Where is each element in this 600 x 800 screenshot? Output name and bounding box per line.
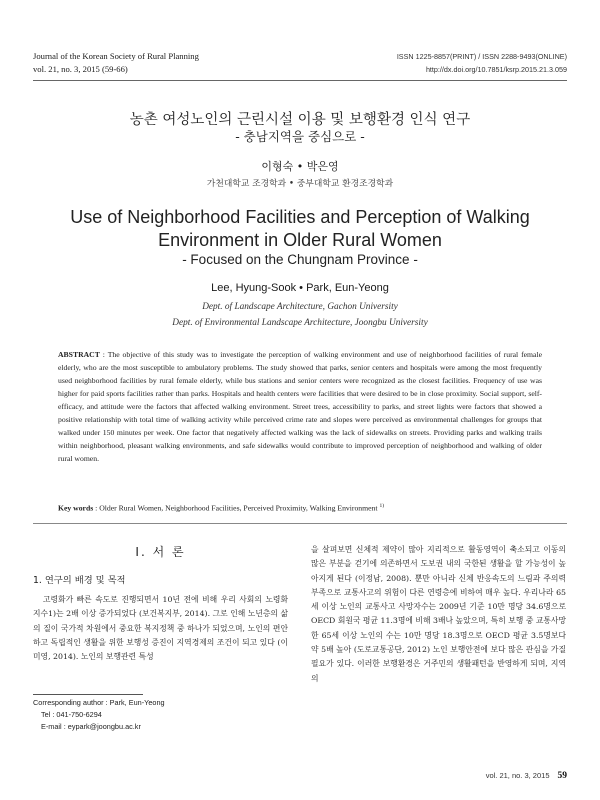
footnote-divider xyxy=(33,694,143,695)
footer-issue: vol. 21, no. 3, 2015 xyxy=(485,771,550,780)
issn-header xyxy=(397,50,567,76)
section-heading: I. 서 론 xyxy=(135,545,186,559)
english-title-line1: Use of Neighborhood Facilities and Perception of Walking xyxy=(70,207,530,227)
body-paragraph-left: 고령화가 빠른 속도로 진행되면서 10년 전에 비해 우리 사회의 노령화 지수1)는 2배 이상 증가되었다 (보건복지부, 2014). 그로 인해 노년층의 삶의 질이 국가적 차원에서 중요한 복지정책 중 하나가 되었으며, 노인의 편안하고 독립적인 생활을 위한 보행성 증진이 지역경제의 조건이 되고 있다 (이미영, 2014). 노인의 보행관련 특성 xyxy=(33,595,288,662)
body-paragraph-right: 을 살펴보면 신체적 제약이 많아 지리적으로 활동영역이 축소되고 이동의 많은 부분을 걷기에 의존하면서 도보권 내의 국한된 생활을 할 가능성이 높아지게 된다 (이정남, 2008). 뿐만 아니라 신체 반응속도의 느림과 주의력 부족으로 교통사고의 위험이 다른 연령층에 비하여 매우 높다. 우리나라 65세 이상 노인의 교통사고 사망자수는 2009년 기준 10만 명당 34.6명으로 OECD 회원국 평균 11.3명에 비해 3배나 높았으며, 특히 보행 중 교통사망한 65세 이상 노인의 수는 10만 명당 18.3명으로 OECD 평균 3.5명보다 약 5배 높아 (도로교통공단, 2012) 노인 보행안전에 보다 많은 관심을 가질 필요가 있다. 이러한 보행환경은 거주민의 생활패턴을 반영하게 되며, 지역의 xyxy=(311,545,566,683)
footnote-mark: 1) xyxy=(379,503,385,509)
keywords xyxy=(58,500,542,515)
english-affiliations xyxy=(0,300,600,331)
english-title-line2: Environment in Older Rural Women xyxy=(158,230,442,250)
issn-text: ISSN 1225-8857(PRINT) / ISSN 2288-9493(ONLINE) xyxy=(396,52,567,61)
english-authors: Lee, Hyung-Sook • Park, Eun-Yeong xyxy=(211,282,389,294)
subsection-heading: 1. 연구의 배경 및 목적 xyxy=(33,575,126,586)
corresponding-author: Corresponding author : Park, Eun-Yeong xyxy=(33,698,165,707)
right-column xyxy=(311,543,566,686)
affiliation-1: Dept. of Landscape Architecture, Gachon University xyxy=(202,302,398,312)
abstract xyxy=(58,348,542,465)
journal-volume: vol. 21, no. 3, 2015 (59-66) xyxy=(33,64,128,74)
page-number: 59 xyxy=(557,771,567,781)
abstract-label: ABSTRACT xyxy=(58,350,100,359)
affiliation-2: Dept. of Environmental Landscape Architecture, Joongbu University xyxy=(172,317,428,328)
journal-name: Journal of the Korean Society of Rural Planning xyxy=(33,51,199,61)
korean-title: 농촌 여성노인의 근린시설 이용 및 보행환경 인식 연구 xyxy=(129,112,471,128)
left-column xyxy=(33,535,288,664)
abstract-text: : The objective of this study was to investigate the perception of walking environment and use of neighborhood facilities of rural female elderly, who are the most susceptible to ambulatory problems. The study showed that parks, senior centers and hospitals were among the most frequently used neighborhood facilities by rural female elderly, while bus stations and senior centers were recognized as the closest facilities. Frequency of use was higher for paid sports facilities rather than parks. Hospitals and health centers were facilities that were desired to be in close proximity. Social support, self-efficacy, and attitude were the factors that affected walking environment. Street trees, accessibility to parks, and street lights were factors that showed a positive relationship with total time of walking activity while perceived crime rate and slopes were perceived as environmental challenges for groups that walked under 150 minutes per week. One factor that negatively affected walking was the lack of sidewalks on streets. Providing parks and walking trails within neighborhood, pleasant walking environments, and safe sidewalks would contribute to improved perception of neighborhood and walking of older rural women. xyxy=(58,350,542,463)
keywords-text: : Older Rural Women, Neighborhood Facilities, Perceived Proximity, Walking Environment xyxy=(93,503,380,513)
correspondence-note xyxy=(33,697,165,733)
korean-affiliations: 가천대학교 조경학과 • 중부대학교 환경조경학과 xyxy=(206,179,394,189)
journal-header xyxy=(33,50,199,76)
english-subtitle: - Focused on the Chungnam Province - xyxy=(182,252,418,267)
keywords-label: Key words xyxy=(58,503,94,513)
doi-link[interactable]: http://dx.doi.org/10.7851/ksrp.2015.21.3.059 xyxy=(425,65,567,74)
keywords-divider xyxy=(33,523,567,524)
english-title xyxy=(0,206,600,252)
korean-subtitle: - 충남지역을 중심으로 - xyxy=(235,129,365,144)
header-divider xyxy=(33,80,567,81)
corresponding-email[interactable]: E-mail : eypark@joongbu.ac.kr xyxy=(41,722,141,731)
page-footer xyxy=(486,771,567,781)
corresponding-tel: Tel : 041-750-6294 xyxy=(41,710,102,719)
korean-authors: 이형숙 • 박은영 xyxy=(261,160,339,173)
